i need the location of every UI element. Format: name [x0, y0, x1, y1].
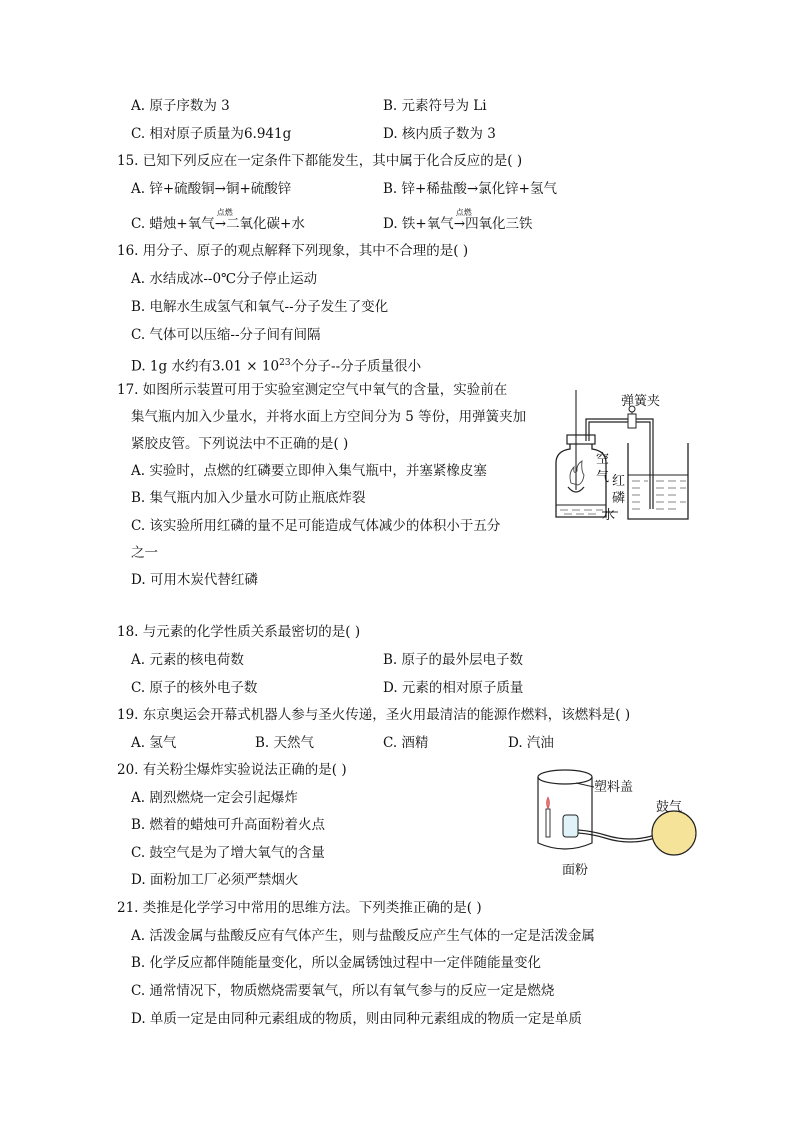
q15-option-a: A. 锌+硫酸铜→铜+硫酸锌 — [131, 181, 292, 197]
q16-option-c: C. 气体可以压缩--分子间有间隔 — [131, 327, 321, 343]
q17-stem-line1: 17. 如图所示装置可用于实验室测定空气中氧气的含量，实验前在 — [117, 382, 508, 398]
q17-stem-line3: 紧胶皮管。下列说法中不正确的是( ) — [131, 436, 349, 452]
q16-d-exp: 23 — [279, 358, 291, 368]
q18-stem: 18. 与元素的化学性质关系最密切的是( ) — [117, 624, 361, 640]
q19-option-c: C. 酒精 — [383, 735, 429, 751]
q14-option-b: B. 元素符号为 Li — [383, 98, 487, 114]
q17-stem-line2: 集气瓶内加入少量水，并将水面上方空间分为 5 等份，用弹簧夹加 — [131, 409, 527, 425]
q15-option-d — [383, 208, 533, 234]
q15-d-condition: 点燃 — [455, 208, 472, 217]
q18-option-a: A. 元素的核电荷数 — [131, 652, 244, 668]
q15-c-products: 二氧化碳+水 — [226, 216, 305, 232]
q21-option-a: A. 活泼金属与盐酸反应有气体产生，则与盐酸反应产生气体的一定是活泼金属 — [131, 928, 595, 944]
q17-label-air-2: 气 — [596, 470, 610, 485]
q15-stem: 15. 已知下列反应在一定条件下都能发生，其中属于化合反应的是( ) — [117, 153, 523, 169]
q14-option-c-value: 6.941g — [243, 126, 292, 142]
q16-option-b: B. 电解水生成氢气和氧气--分子发生了变化 — [131, 299, 389, 315]
q17-option-a: A. 实验时，点燃的红磷要立即伸入集气瓶中，并塞紧橡皮塞 — [131, 463, 487, 479]
q16-option-d — [131, 353, 421, 377]
q21-option-c: C. 通常情况下，物质燃烧需要氧气，所以有氧气参与的反应一定是燃烧 — [131, 983, 555, 999]
q17-label-red-1: 红 — [612, 474, 626, 489]
q20-label-flour: 面粉 — [562, 863, 589, 878]
q19-option-d: D. 汽油 — [508, 735, 554, 751]
q19-stem: 19. 东京奥运会开幕式机器人参与圣火传递，圣火用最清洁的能源作燃料，该燃料是( ) — [117, 707, 631, 723]
q15-option-c — [131, 208, 305, 234]
q20-option-c: C. 鼓空气是为了增大氧气的含量 — [131, 845, 325, 861]
q17-option-b: B. 集气瓶内加入少量水可防止瓶底炸裂 — [131, 490, 366, 506]
q15-d-arrow — [453, 208, 472, 234]
q21-option-b: B. 化学反应都伴随能量变化，所以金属锈蚀过程中一定伴随能量变化 — [131, 955, 542, 971]
q15-c-reactants: C. 蜡烛+氧气 — [131, 216, 215, 232]
q15-d-reactants: D. 铁+氧气 — [383, 216, 454, 232]
q17-label-water: 水 — [602, 508, 616, 523]
q14-option-d: D. 核内质子数为 3 — [383, 126, 496, 142]
q20-label-blow: 鼓气 — [656, 800, 683, 815]
q15-c-arrow-glyph: → — [214, 216, 227, 232]
q14-option-c-text: C. 相对原子质量为 — [131, 126, 244, 142]
q15-c-arrow — [214, 208, 233, 234]
q16-d-post: 个分子--分子质量很小 — [290, 358, 422, 375]
q21-stem: 21. 类推是化学学习中常用的思维方法。下列类推正确的是( ) — [117, 900, 482, 916]
q14-option-c — [131, 124, 291, 144]
q15-d-products: 四氧化三铁 — [465, 216, 533, 232]
q15-d-arrow-glyph: → — [453, 216, 466, 232]
q14-option-a: A. 原子序数为 3 — [131, 98, 230, 114]
q17-option-c-line1: C. 该实验所用红磷的量不足可能造成气体减少的体积小于五分 — [131, 518, 501, 534]
q18-option-d: D. 元素的相对原子质量 — [383, 680, 524, 696]
q20-option-d: D. 面粉加工厂必须严禁烟火 — [131, 872, 299, 888]
q17-label-air-1: 空 — [596, 452, 610, 467]
q18-option-b: B. 原子的最外层电子数 — [383, 652, 524, 668]
q17-option-c-line2: 之一 — [131, 545, 158, 561]
q15-c-condition: 点燃 — [216, 208, 233, 217]
q20-label-lid: 塑料盖 — [594, 780, 634, 795]
q16-d-num: 3.01 × 10 — [211, 358, 280, 375]
q20-stem: 20. 有关粉尘爆炸实验说法正确的是( ) — [117, 762, 347, 778]
q18-option-c: C. 原子的核外电子数 — [131, 680, 258, 696]
q16-option-a: A. 水结成冰--0℃分子停止运动 — [131, 271, 318, 287]
q17-option-d: D. 可用木炭代替红磷 — [131, 572, 258, 588]
q17-label-clip: 弹簧夹 — [621, 394, 661, 409]
q17-label-red-2: 磷 — [612, 491, 626, 506]
q19-option-a: A. 氢气 — [131, 735, 177, 751]
q20-option-b: B. 燃着的蜡烛可升高面粉着火点 — [131, 817, 326, 833]
q15-option-b: B. 锌+稀盐酸→氯化锌+氢气 — [383, 181, 557, 197]
q21-option-d: D. 单质一定是由同种元素组成的物质，则由同种元素组成的物质一定是单质 — [131, 1011, 582, 1027]
q16-d-pre: D. 1g 水约有 — [131, 358, 212, 375]
q19-option-b: B. 天然气 — [255, 735, 315, 751]
q20-option-a: A. 剧烈燃烧一定会引起爆炸 — [131, 790, 298, 806]
q16-stem: 16. 用分子、原子的观点解释下列现象，其中不合理的是( ) — [117, 243, 469, 259]
